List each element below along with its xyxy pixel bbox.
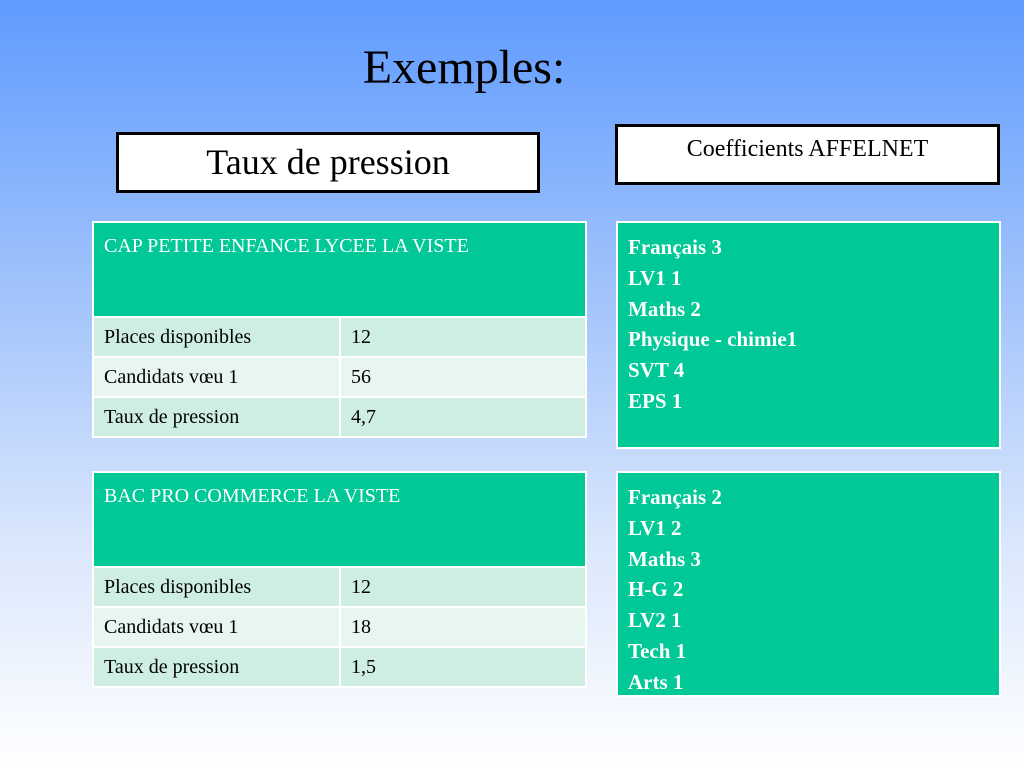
coefficient-item: Français 2: [628, 485, 722, 509]
row-label: Places disponibles: [93, 567, 340, 607]
row-value: 12: [340, 317, 586, 357]
coefficient-item: Maths 2: [628, 296, 701, 321]
coefficient-item: H-G 2: [628, 577, 684, 602]
coefficient-item: Maths 3: [628, 546, 701, 571]
slide-title: Exemples:: [362, 41, 566, 94]
table-header: CAP PETITE ENFANCE LYCEE LA VISTE: [93, 222, 586, 317]
table-row: [93, 607, 586, 647]
coefficient-item: Tech 1: [628, 638, 687, 663]
taux-de-pression-box: Taux de pression: [116, 132, 540, 193]
table-row: [93, 317, 586, 357]
row-label: Taux de pression: [93, 647, 340, 687]
coefficients-panel-bac: [616, 471, 1001, 697]
coefficient-item: Physique - chimie1: [628, 327, 798, 352]
table-row: [93, 567, 586, 607]
row-value: 18: [340, 607, 586, 647]
coefficient-item: Français 3: [628, 235, 722, 259]
coefficient-item: LV1 1: [628, 265, 682, 290]
coefficient-item: SVT 4: [628, 358, 685, 383]
row-value: 56: [340, 357, 586, 397]
row-value: 1,5: [340, 647, 586, 687]
table-row: [93, 397, 586, 437]
row-value: 4,7: [340, 397, 586, 437]
row-label: Places disponibles: [93, 317, 340, 357]
bac-pro-commerce-table: [92, 471, 587, 688]
coefficients-panel-cap: [616, 221, 1001, 449]
row-label: Candidats vœu 1: [93, 607, 340, 647]
row-value: 12: [340, 567, 586, 607]
coefficients-affelnet-box: Coefficients AFFELNET: [615, 124, 1000, 185]
coefficient-item: Arts 1: [628, 669, 684, 694]
cap-petite-enfance-table: [92, 221, 587, 438]
table-row: [93, 647, 586, 687]
table-row: [93, 357, 586, 397]
coefficient-item: EPS 1: [628, 388, 683, 413]
table-header: BAC PRO COMMERCE LA VISTE: [93, 472, 586, 567]
row-label: Taux de pression: [93, 397, 340, 437]
coefficient-item: LV2 1: [628, 608, 682, 633]
row-label: Candidats vœu 1: [93, 357, 340, 397]
coefficient-item: LV1 2: [628, 515, 682, 540]
